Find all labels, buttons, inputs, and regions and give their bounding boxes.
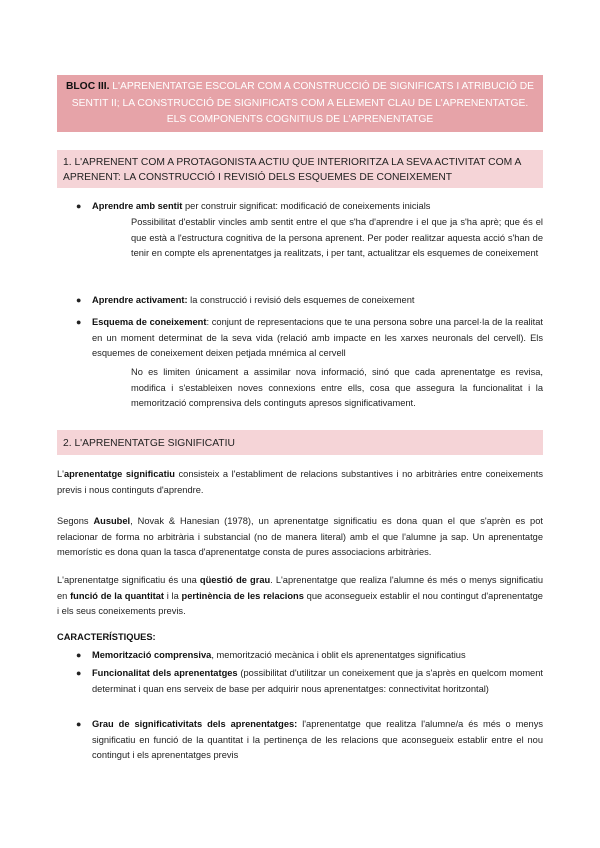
list-item: ● Grau de significativitats dels aprenentatges: l'aprenentatge que realitza l'alumne/a és més o menys significatiu en funció de la quantitat i la pertinença de les relacions que aconsegueix establir entre el nou contingut i els aprenentatges previs	[76, 719, 543, 761]
bloc-title	[57, 75, 543, 132]
bullet-icon: ●	[76, 650, 82, 660]
list-item: ● Esquema de coneixement: conjunt de representacions que te una persona sobre una parcel·la de la realitat en un moment determinat de la seva vida (relació amb impacte en les xarxes neuronals del cervell). Els esquemes de coneixement deixen petjada mnémica al cervell	[76, 317, 544, 359]
title-line-3: ELS COMPONENTS COGNITIUS DE L'APRENENTATGE	[166, 114, 434, 125]
section-2-heading: 2. L'APRENENTATGE SIGNIFICATIU	[57, 430, 543, 455]
title-line-2: SENTIT II; LA CONSTRUCCIÓ DE SIGNIFICATS COM A ELEMENT CLAU DE L'APRENENTATGE.	[71, 97, 529, 109]
characteristics-label: CARACTERÍSTIQUES:	[57, 632, 156, 642]
list-item: ● Aprendre amb sentit per construir significat: modificació de coneixements inicials	[76, 199, 543, 215]
section-1-heading: 1. L'APRENENT COM A PROTAGONISTA ACTIU QUE INTERIORITZA LA SEVA ACTIVITAT COM A APRENENT: LA CONSTRUCCIÓ I REVISIÓ DELS ESQUEMES DE CONEIXEMENT	[57, 150, 543, 188]
bullet-icon: ●	[76, 317, 82, 327]
bullet-icon: ●	[76, 719, 82, 729]
bullet-subtext: No es limiten únicament a assimilar nova informació, sinó que cada aprenentatge es revisa, modifica i s'estableixen noves connexions entre ells, cosa que assegura la funcionalitat i la memorització comprensiva dels continguts apresos significativament.	[131, 367, 543, 409]
paragraph-grade: L'aprenentatge significatiu és una qüestió de grau. L'aprenentatge que realiza l'alumne és més o menys significatiu en funció de la quantitat i la pertinència de les relacions que aconsegueix establir el nou contingut d'aprenentatge i els seus coneixements previs.	[57, 575, 544, 617]
bullet-icon: ●	[76, 201, 82, 211]
list-item: ● Memorització comprensiva, memorització mecànica i oblit els aprenentatges significatius	[76, 648, 543, 664]
bullet-subtext: Possibilitat d'establir vincles amb sentit entre el que s'ha d'aprendre i el que ja s'ha aprè; que és el que està a l'estructura cognitiva de la persona aprenent. Per poder realitzar aquesta acció s'han de tenir en compte els aprenentatges ja realitzats, i per tant, actualitzar els esquemes de coneixement	[131, 217, 543, 259]
list-item: ● Funcionalitat dels aprenentatges (possibilitat d'utilitzar un coneixement que ja s'après en quelcom moment determinat i quan ens serveix de base per adquirir nous aprenentatges: connectivitat horitzontal)	[76, 668, 543, 694]
paragraph-definition: L'aprenentatge significatiu consisteix a l'establiment de relacions substantives i no arbitràries entre coneixements previs i nous continguts d'aprendre.	[57, 469, 543, 495]
title-line-1: BLOC III. L'APRENENTATGE ESCOLAR COM A CONSTRUCCIÓ DE SIGNIFICATS I ATRIBUCIÓ DE	[65, 81, 535, 92]
paragraph-ausubel: Segons Ausubel, Novak & Hanesian (1978), un aprenentatge significatiu es dona quan el que s'aprèn es pot relacionar de forma no arbitrària i substancial (no de manera literal) amb el que l'alumne ja sap. Un aprenentatge memorístic es dona quan la tasca d'aprenentatge consta de pures associacions arbitràries.	[57, 516, 543, 558]
bullet-icon: ●	[76, 668, 82, 678]
list-item: ● Aprendre activament: la construcció i revisió dels esquemes de coneixement	[76, 293, 543, 309]
bullet-icon: ●	[76, 295, 82, 305]
